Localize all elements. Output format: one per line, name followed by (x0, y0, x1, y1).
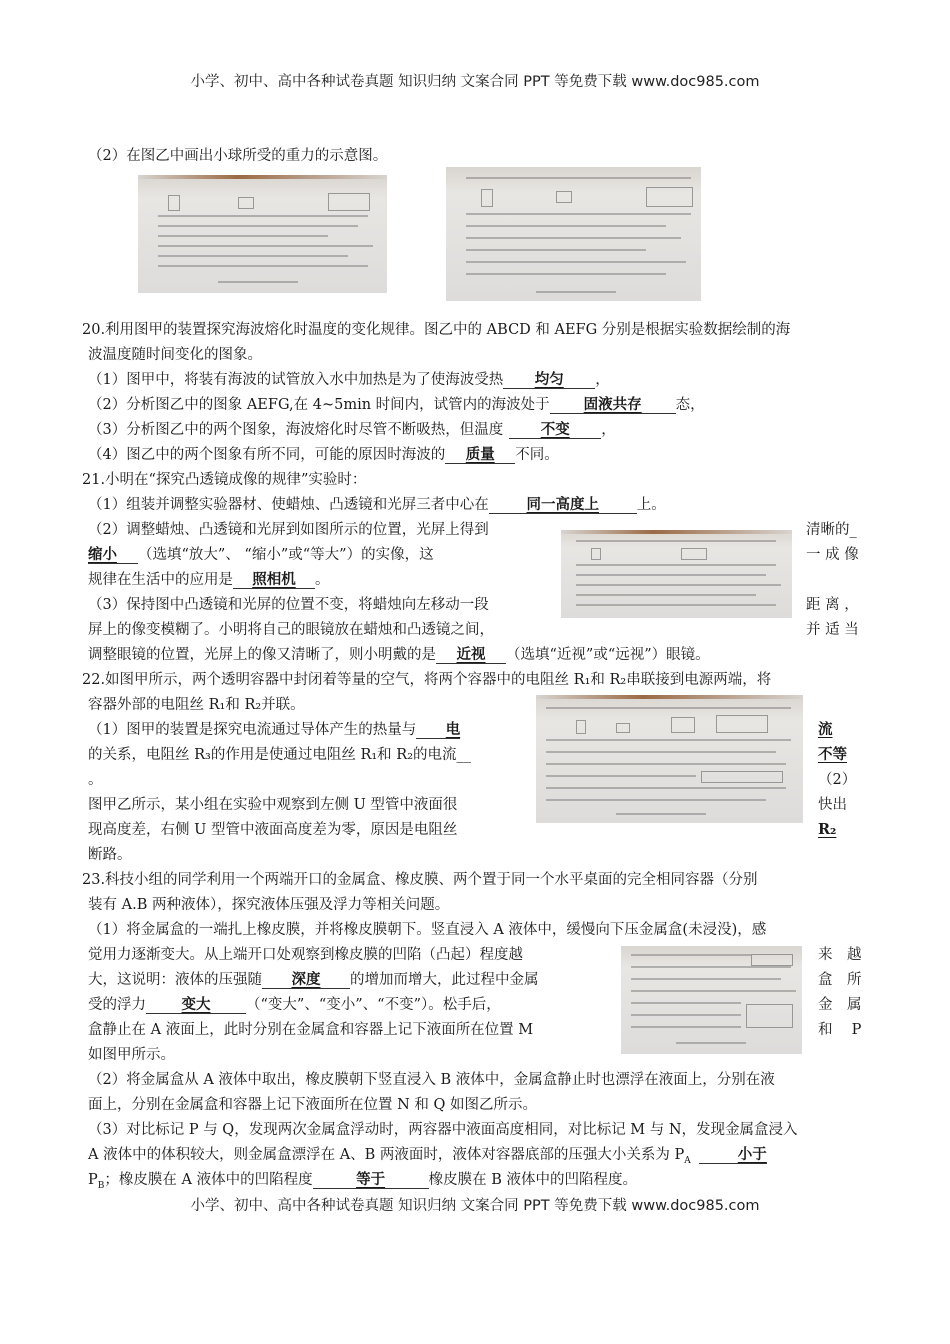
diagram-shape (481, 189, 493, 207)
diagram-shape (576, 720, 586, 734)
q23-part1-right4: 和 P (818, 1022, 862, 1038)
blurred-text (158, 265, 368, 267)
q21-stem: 21.小明在“探究凸透镜成像的规律”实验时： (82, 472, 367, 488)
blurred-text (158, 225, 358, 227)
blurred-text (466, 177, 691, 179)
q22-part2-right1: 快出 (818, 797, 847, 813)
blurred-text (631, 1014, 741, 1016)
q23-part1-line4: 盒静止在 A 液面上，此时分别在金属盒和容器上记下液面所在位置 M (88, 1022, 534, 1038)
text: 橡皮膜在 B 液体中的凹陷程度。 (428, 1172, 637, 1188)
q23-part1-line3 (88, 995, 501, 1015)
text: （1）图甲的装置是探究电流通过导体产生的热量与 (88, 722, 417, 738)
q21-part2-right2: 一 成 像 (806, 547, 859, 563)
blurred-text (466, 261, 686, 263)
q23-stem-1: 23.科技小组的同学利用一个两端开口的金属盒、橡皮膜、两个置于同一个水平桌面的完全相同容器（分别 (82, 872, 758, 888)
text: ， (601, 422, 616, 438)
q23-part3-line2 (88, 1145, 767, 1171)
q20-part1 (88, 370, 610, 390)
answer: 流 (818, 722, 833, 738)
q23-part1-line5: 如图甲所示。 (88, 1047, 175, 1063)
text: 。 (315, 572, 330, 588)
blurred-text (576, 574, 766, 576)
answer-blank (503, 370, 595, 389)
q22-part1-line3: 。 (88, 772, 103, 788)
q19-part2: （2）在图乙中画出小球所受的重力的示意图。 (88, 148, 388, 164)
q21-part1 (88, 495, 666, 515)
text: 的增加而增大，此过程中金属 (350, 972, 539, 988)
answer-blank (445, 445, 515, 464)
answer: 同一高度上 (526, 497, 599, 513)
diagram-shape (716, 715, 768, 733)
diagram-shape (556, 191, 572, 203)
blurred-text (466, 273, 666, 275)
blurred-text (631, 966, 791, 968)
blurred-text (616, 813, 706, 815)
text: 不同。 (515, 447, 559, 463)
q20-part4 (88, 445, 559, 465)
answer: 不变 (540, 422, 570, 438)
diagram-shape (681, 548, 707, 560)
answer-blank (436, 645, 506, 664)
answer-blank (416, 720, 460, 739)
fig21-image (561, 530, 792, 618)
subscript: A (684, 1155, 691, 1166)
answer: 近视 (456, 647, 486, 663)
blurred-text (158, 235, 328, 237)
q21-part2-line2 (88, 545, 434, 565)
blurred-text (158, 215, 368, 217)
q21-part3-line3 (88, 645, 710, 665)
q20-part3 (88, 420, 616, 440)
answer-blank (146, 995, 246, 1014)
blurred-text (466, 249, 646, 251)
diagram-shape (751, 954, 793, 966)
answer: 照相机 (252, 572, 296, 588)
text: 规律在生活中的应用是 (88, 572, 233, 588)
blurred-text (158, 245, 373, 247)
blurred-text (466, 237, 681, 239)
answer-blank (550, 395, 676, 414)
blurred-text (536, 291, 616, 293)
answer: 变大 (181, 997, 211, 1013)
diagram-shape (616, 723, 630, 733)
text: ， (595, 372, 610, 388)
answer-blank (313, 1170, 429, 1189)
text: （“变大”、“变小”、“不变”）。松手后， (246, 997, 501, 1013)
text: （选填“放大”、 “缩小”或“等大”）的实像，这 (138, 547, 434, 563)
blurred-text (546, 799, 766, 801)
q23-stem-2: 装有 A.B 两种液体），探究液体压强及浮力等相关问题。 (88, 897, 450, 913)
answer: 固液共存 (583, 397, 642, 413)
blurred-text (158, 255, 348, 257)
text: A 液体中的体积较大，则金属盒漂浮在 A、B 两液面时，液体对容器底部的压强大小关系为 P (88, 1147, 685, 1163)
text: （1）图甲中，将装有海波的试管放入水中加热是为了使海波受热 (88, 372, 504, 388)
q21-part3-right2: 并 适 当 (806, 622, 859, 638)
answer-blank (88, 545, 138, 564)
q21-part2-line3 (88, 570, 330, 590)
answer: 深度 (291, 972, 321, 988)
q22-part2-right2 (818, 820, 836, 840)
photo-edge (561, 530, 792, 534)
blurred-text (546, 707, 791, 709)
blurred-text (546, 763, 786, 765)
fig19-left-image (138, 175, 387, 293)
q22-part2-line3: 断路。 (88, 847, 132, 863)
diagram-shape (591, 548, 601, 560)
blurred-text (631, 954, 751, 956)
text: （选填“近视”或“远视”）眼镜。 (506, 647, 710, 663)
photo-edge (138, 175, 387, 179)
blurred-text (576, 594, 756, 596)
diagram-shape (671, 717, 695, 733)
subscript: B (97, 1180, 105, 1191)
q21-part3-right1: 距 离 ， (806, 597, 859, 613)
blurred-text (546, 787, 786, 789)
q23-part3-line1: （3）对比标记 P 与 Q，发现两次金属盒浮动时，两容器中液面高度相同，对比标记 M 与 N，发现金属盒浸入 (88, 1122, 798, 1138)
answer-blank (489, 495, 637, 514)
q22-stem-1: 22.如图甲所示，两个透明容器中封闭着等量的空气，将两个容器中的电阻丝 R₁和 R₂串联接到电源两端，将 (82, 672, 772, 688)
blurred-text (676, 1042, 746, 1044)
footer-banner: 小学、初中、高中各种试卷真题 知识归纳 文案合同 PPT 等免费下载 www.doc985.com (190, 1198, 760, 1214)
text: 受的浮力 (88, 997, 146, 1013)
q23-part1-line2 (88, 970, 539, 990)
text: ；橡皮膜在 A 液体中的凹陷程度 (104, 1172, 313, 1188)
diagram-shape (746, 1004, 793, 1028)
q23-part1-right1: 来 越 (818, 947, 862, 963)
q23-part2-line2: 面上，分别在金属盒和容器上记下液面所在位置 N 和 Q 如图乙所示。 (88, 1097, 538, 1113)
text: 上。 (636, 497, 666, 513)
answer: 等于 (356, 1172, 386, 1188)
q23-part1-right3: 金 属 (818, 997, 862, 1013)
text: （1）组装并调整实验器材、使蜡烛、凸透镜和光屏三者中心在 (88, 497, 489, 513)
blurred-text (631, 990, 796, 992)
answer: 小于 (737, 1147, 767, 1163)
q20-stem-1: 20.利用图甲的装置探究海波熔化时温度的变化规律。图乙中的 ABCD 和 AEFG 分别是根据实验数据绘制的海 (82, 322, 791, 338)
fig23-image (621, 946, 802, 1054)
q23-part1-line0: （1）将金属盒的一端扎上橡皮膜，并将橡皮膜朝下。竖直浸入 A 液体中，缓慢向下压金属盒(未浸没)，感 (88, 922, 767, 938)
q22-part1-right1 (818, 720, 833, 740)
q22-part1-line2: 的关系，电阻丝 R₃的作用是使通过电阻丝 R₁和 R₂的电流__ (88, 747, 472, 763)
text: （4）图乙中的两个图象有所不同，可能的原因时海波的 (88, 447, 446, 463)
blurred-text (576, 540, 776, 542)
blurred-text (218, 281, 298, 283)
diagram-shape (646, 187, 693, 207)
blurred-text (466, 213, 691, 215)
answer-blank (262, 970, 350, 989)
q23-part1-right2: 盒 所 (818, 972, 862, 988)
q21-part2-right1: 清晰的_ (806, 522, 857, 538)
fig22-image (536, 695, 803, 823)
blurred-text (576, 604, 776, 606)
q20-stem-2: 波温度随时间变化的图象。 (88, 347, 262, 363)
diagram-shape (238, 197, 254, 209)
answer: R₂ (818, 821, 837, 838)
blurred-text (631, 1026, 741, 1028)
answer: 缩小 (88, 547, 117, 563)
blurred-text (546, 775, 696, 777)
fig19-right-image (446, 167, 701, 301)
blurred-text (576, 584, 781, 586)
q20-part2 (88, 395, 705, 415)
q22-part2-line1: 图甲乙所示，某小组在实验中观察到左侧 U 型管中液面很 (88, 797, 458, 813)
answer: 电 (445, 722, 461, 738)
q23-part2-line1: （2）将金属盒从 A 液体中取出，橡皮膜朝下竖直浸入 B 液体中，金属盒静止时也漂浮在液面上，分别在液 (88, 1072, 775, 1088)
q21-part2-line1: （2）调整蜡烛、凸透镜和光屏到如图所示的位置，光屏上得到 (88, 522, 489, 538)
q22-part1-line1 (88, 720, 460, 740)
blurred-text (631, 978, 781, 980)
answer-blank (233, 570, 315, 589)
blurred-text (576, 564, 776, 566)
q21-part3-line1: （3）保持图中凸透镜和光屏的位置不变，将蜡烛向左移动一段 (88, 597, 489, 613)
text: （3）分析图乙中的两个图象，海波熔化时尽管不断吸热，但温度 (88, 422, 504, 438)
answer: 均匀 (534, 372, 564, 388)
answer: 质量 (465, 447, 495, 463)
q22-part1-right2 (818, 745, 847, 765)
q22-part2-line2: 现高度差，右侧 U 型管中液面高度差为零，原因是电阻丝 (88, 822, 458, 838)
q22-stem-2: 容器外部的电阻丝 R₁和 R₂并联。 (88, 697, 305, 713)
header-banner: 小学、初中、高中各种试卷真题 知识归纳 文案合同 PPT 等免费下载 www.doc985.com (190, 74, 760, 90)
text: 态， (675, 397, 705, 413)
answer-blank (699, 1145, 767, 1164)
blurred-text (546, 751, 776, 753)
q22-part1-right3: （2） (818, 772, 857, 788)
diagram-shape (701, 771, 783, 783)
q21-part3-line2: 屏上的像变模糊了。小明将自己的眼镜放在蜡烛和凸透镜之间， (88, 622, 494, 638)
text: （2）分析图乙中的图象 AEFG,在 4~5min 时间内，试管内的海波处于 (88, 397, 550, 413)
blurred-text (546, 739, 791, 741)
q23-part3-line3 (88, 1170, 637, 1196)
q23-part1-line1: 觉用力逐渐变大。从上端开口处观察到橡皮膜的凹陷（凸起）程度越 (88, 947, 523, 963)
answer-blank (509, 420, 601, 439)
text: 大，这说明：液体的压强随 (88, 972, 262, 988)
blurred-text (631, 1002, 741, 1004)
text: P (88, 1172, 98, 1188)
answer: 不等 (818, 747, 847, 763)
photo-edge (536, 695, 803, 699)
diagram-shape (328, 193, 370, 211)
text: 调整眼镜的位置，光屏上的像又清晰了，则小明戴的是 (88, 647, 436, 663)
blurred-text (466, 225, 666, 227)
diagram-shape (168, 195, 180, 211)
